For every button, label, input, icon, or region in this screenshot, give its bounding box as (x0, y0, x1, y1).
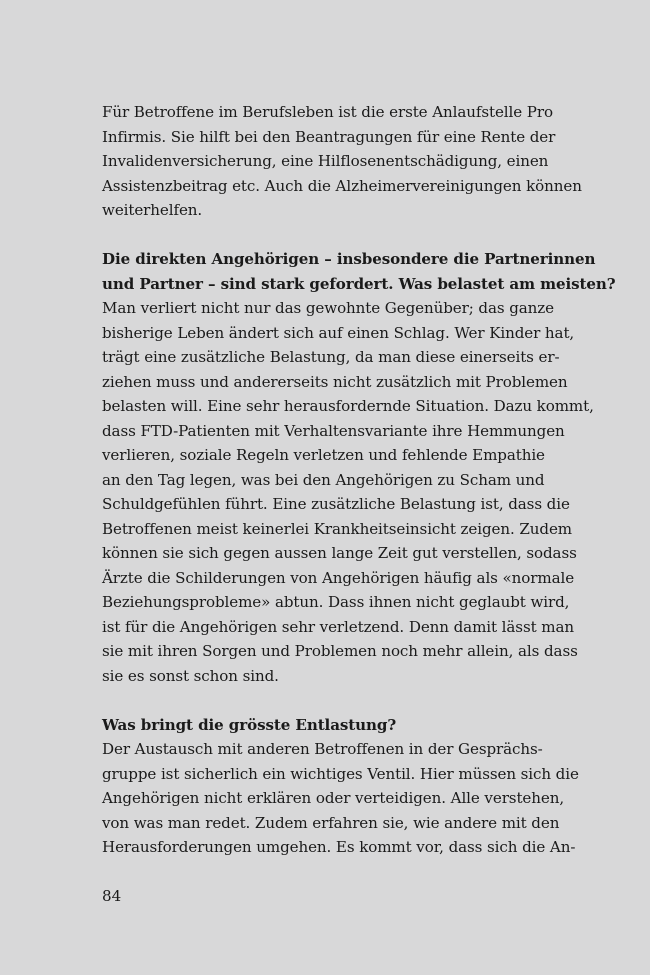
text-line: Herausforderungen umgehen. Es kommt vor, dass sich die An- (102, 838, 576, 856)
paragraph-intro (102, 100, 582, 223)
text-line: Assistenzbeitrag etc. Auch die Alzheimervereinigungen können (102, 176, 582, 195)
text-line: sie mit ihren Sorgen und Problemen noch mehr allein, als dass (102, 642, 578, 660)
interview-question-2 (102, 713, 562, 738)
text-line: ziehen muss und andererseits nicht zusätzlich mit Problemen (102, 372, 568, 391)
question-line: und Partner – sind stark gefordert. Was belastet am meisten? (102, 274, 616, 293)
text-line: von was man redet. Zudem erfahren sie, wie andere mit den (102, 813, 560, 832)
text-line: belasten will. Eine sehr herausfordernde Situation. Dazu kommt, (102, 397, 594, 415)
text-line: verlieren, soziale Regeln verletzen und fehlende Empathie (102, 446, 545, 464)
text-line: trägt eine zusätzliche Belastung, da man diese einerseits er- (102, 348, 560, 366)
question-line: Was bringt die grösste Entlastung? (102, 715, 397, 734)
text-line: sie es sonst schon sind. (102, 666, 279, 685)
text-line: bisherige Leben ändert sich auf einen Schlag. Wer Kinder hat, (102, 323, 575, 342)
text-line: an den Tag legen, was bei den Angehörigen zu Scham und (102, 470, 545, 489)
text-line: gruppe ist sicherlich ein wichtiges Ventil. Hier müssen sich die (102, 764, 579, 783)
text-line: Infirmis. Sie hilft bei den Beantragungen für eine Rente der (102, 127, 556, 146)
text-line: Für Betroffene im Berufsleben ist die erste Anlaufstelle Pro (102, 103, 553, 121)
page-content (102, 100, 616, 860)
text-line: können sie sich gegen aussen lange Zeit gut verstellen, sodass (102, 544, 577, 562)
answer-paragraph-2 (102, 737, 579, 860)
text-line: Beziehungsprobleme» abtun. Dass ihnen nicht geglaubt wird, (102, 593, 570, 611)
interview-question-1 (102, 247, 616, 296)
page-number: 84 (102, 887, 122, 905)
text-line: Man verliert nicht nur das gewohnte Gegenüber; das ganze (102, 299, 554, 317)
text-line: Betroffenen meist keinerlei Krankheitseinsicht zeigen. Zudem (102, 519, 572, 538)
paragraph-gap (102, 223, 562, 248)
text-line: Schuldgefühlen führt. Eine zusätzliche Belastung ist, dass die (102, 495, 570, 513)
text-line: Der Austausch mit anderen Betroffenen in der Gesprächs- (102, 740, 543, 758)
text-line: Angehörigen nicht erklären oder verteidigen. Alle verstehen, (102, 789, 565, 807)
text-line: ist für die Angehörigen sehr verletzend. Denn damit lässt man (102, 617, 574, 636)
answer-paragraph-1 (102, 296, 594, 688)
text-line: dass FTD-Patienten mit Verhaltensvariante ihre Hemmungen (102, 421, 565, 440)
text-line: Invalidenversicherung, eine Hilflosenentschädigung, einen (102, 152, 549, 170)
question-line: Die direkten Angehörigen – insbesondere die Partnerinnen (102, 250, 596, 268)
paragraph-gap (102, 688, 562, 713)
text-line: Ärzte die Schilderungen von Angehörigen häufig als «normale (102, 568, 575, 587)
text-line: weiterhelfen. (102, 201, 203, 219)
